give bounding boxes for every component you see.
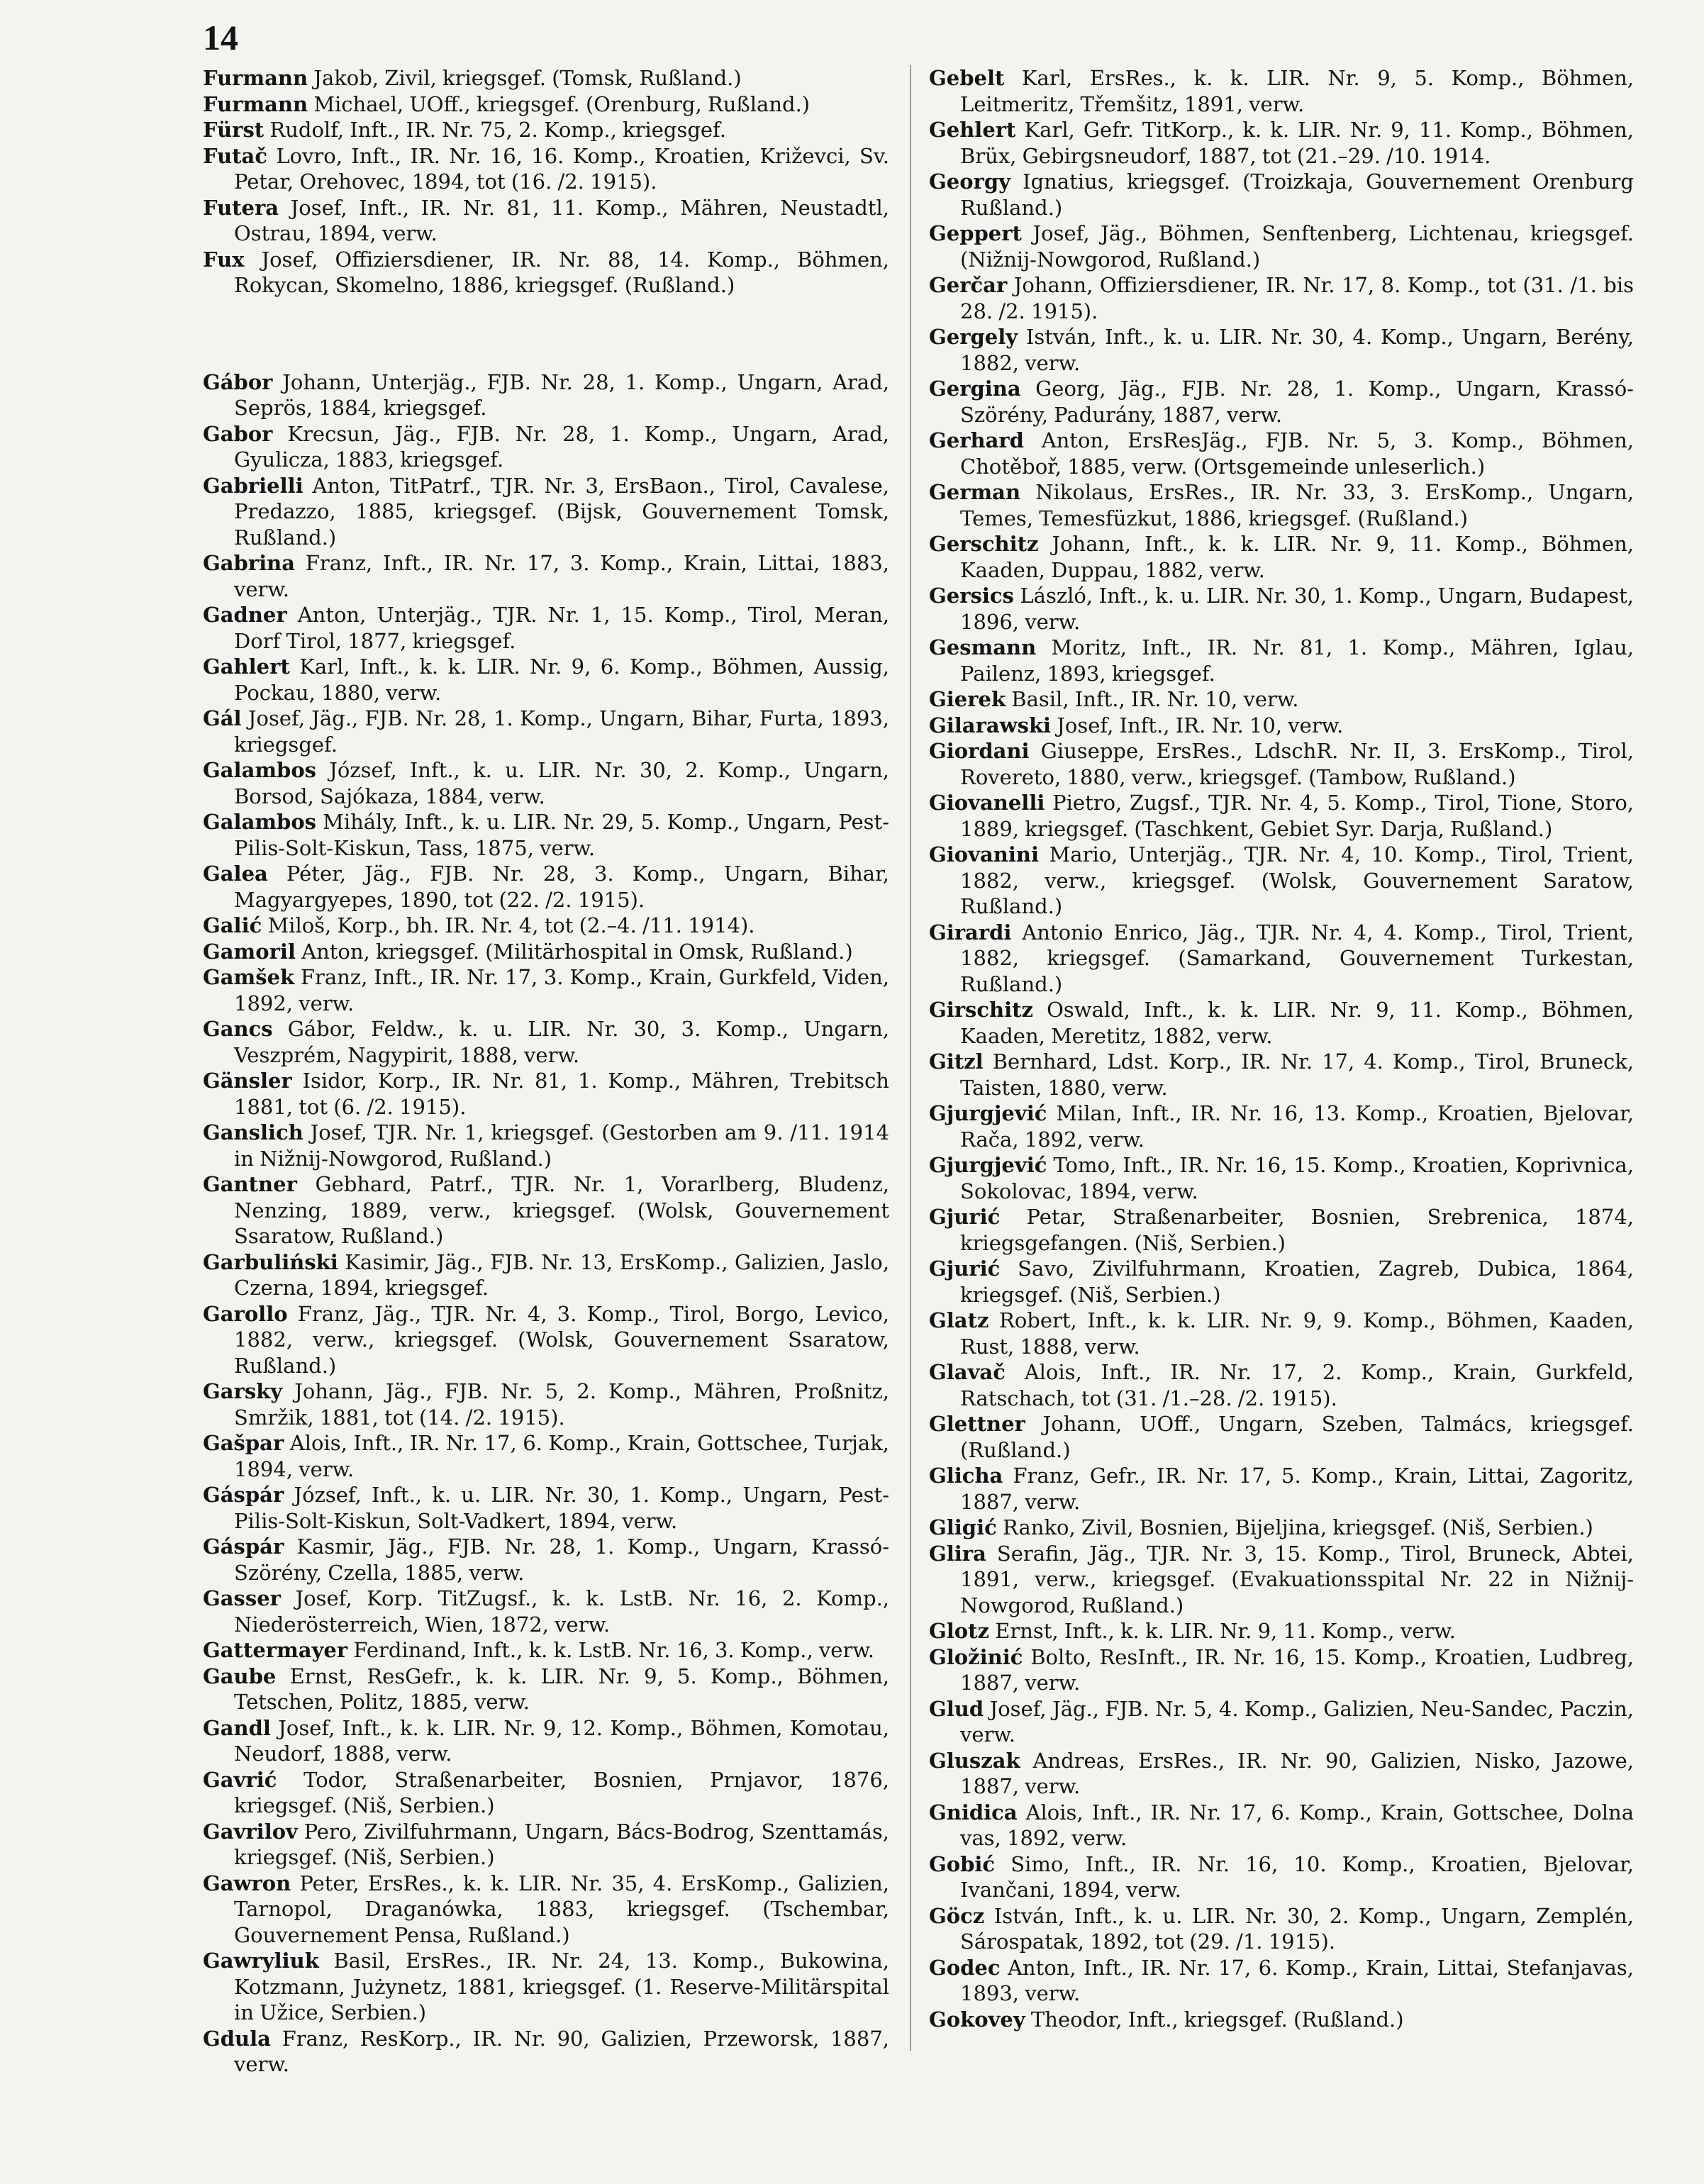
entry-surname: Galambos	[203, 810, 316, 834]
entry-surname: Gabrielli	[203, 473, 304, 498]
register-entry	[929, 1204, 1634, 1256]
register-entry	[929, 1256, 1634, 1308]
entry-details: Alois, Inft., IR. Nr. 17, 6. Komp., Krain, Gottschee, Turjak, 1894, verw.	[234, 1431, 889, 1481]
entry-surname: Galambos	[203, 758, 316, 782]
right-column	[929, 65, 1634, 2032]
entry-surname: Fürst	[203, 118, 264, 142]
entry-surname: Fux	[203, 247, 245, 272]
entry-surname: Gerschitz	[929, 532, 1039, 556]
register-entry	[203, 1534, 889, 1586]
entry-details: Isidor, Korp., IR. Nr. 81, 1. Komp., Mähren, Trebitsch 1881, tot (6. /2. 1915).	[234, 1069, 889, 1119]
entry-details: Kasimir, Jäg., FJB. Nr. 13, ErsKomp., Galizien, Jaslo, Czerna, 1894, kriegsgef.	[234, 1249, 889, 1300]
entry-details: László, Inft., k. u. LIR. Nr. 30, 1. Komp., Ungarn, Budapest, 1896, verw.	[960, 584, 1634, 634]
entry-details: Pero, Zivilfuhrmann, Ungarn, Bács-Bodrog, Szenttamás, kriegsgef. (Niš, Serbien.)	[234, 1819, 889, 1869]
register-entry	[929, 583, 1634, 635]
entry-surname: Gitzl	[929, 1049, 984, 1074]
entry-surname: Gnidica	[929, 1800, 1018, 1824]
register-entry	[929, 65, 1634, 117]
entry-surname: Gligić	[929, 1515, 997, 1539]
register-entry	[929, 686, 1634, 713]
entry-details: Johann, Inft., k. k. LIR. Nr. 9, 11. Komp., Böhmen, Kaaden, Duppau, 1882, verw.	[960, 532, 1635, 582]
entry-details: Josef, Inft., k. k. LIR. Nr. 9, 12. Komp., Böhmen, Komotau, Neudorf, 1888, verw.	[234, 1715, 890, 1766]
entry-details: István, Inft., k. u. LIR. Nr. 30, 4. Komp., Ungarn, Berény, 1882, verw.	[960, 325, 1634, 375]
entry-surname: Gjurgjević	[929, 1153, 1047, 1177]
register-entry	[203, 913, 889, 939]
entry-surname: Giordani	[929, 739, 1030, 763]
entry-surname: Glavač	[929, 1360, 1006, 1384]
register-entry	[929, 790, 1634, 842]
entry-surname: Gjurić	[929, 1205, 1001, 1229]
entry-surname: Gál	[203, 706, 242, 730]
register-entry	[203, 1430, 889, 1482]
entry-surname: Gänsler	[203, 1069, 292, 1093]
entry-details: Ignatius, kriegsgef. (Troizkaja, Gouvernement Orenburg Rußland.)	[960, 169, 1634, 220]
entry-surname: Gdula	[203, 2026, 271, 2051]
entry-surname: Glettner	[929, 1412, 1025, 1436]
entry-surname: Gamšek	[203, 965, 295, 989]
entry-surname: Gawron	[203, 1871, 291, 1895]
register-entry	[929, 1748, 1634, 1800]
entry-surname: Furmann	[203, 91, 308, 116]
register-entry	[203, 654, 889, 706]
entry-details: Petar, Straßenarbeiter, Bosnien, Srebrenica, 1874, kriegsgefangen. (Niš, Serbien.)	[960, 1205, 1635, 1255]
register-entry	[929, 1308, 1634, 1359]
entry-details: Ferdinand, Inft., k. k. LstB. Nr. 16, 3. Komp., verw.	[353, 1638, 874, 1662]
entry-surname: Gerčar	[929, 273, 1008, 297]
register-entry	[203, 1819, 889, 1871]
register-entry	[203, 1767, 889, 1819]
entry-surname: Gaube	[203, 1664, 277, 1688]
entry-surname: Gjurgjević	[929, 1101, 1047, 1125]
register-entry	[929, 713, 1634, 739]
entry-details: József, Inft., k. u. LIR. Nr. 30, 2. Komp., Ungarn, Borsod, Sajókaza, 1884, verw.	[234, 758, 889, 808]
register-entry	[203, 1249, 889, 1301]
entry-details: Johann, Unterjäg., FJB. Nr. 28, 1. Komp., Ungarn, Arad, Seprös, 1884, kriegsgef.	[234, 369, 889, 420]
entry-surname: Gesmann	[929, 635, 1037, 659]
entry-details: Gebhard, Patrf., TJR. Nr. 1, Vorarlberg, Bludenz, Nenzing, 1889, verw., kriegsgef. (Wolsk, Gouvernement Ssaratow, Rußland.)	[234, 1172, 890, 1248]
register-entry	[929, 1851, 1634, 1903]
register-entry	[203, 964, 889, 1016]
register-entry	[929, 1800, 1634, 1851]
entry-details: Lovro, Inft., IR. Nr. 16, 16. Komp., Kroatien, Križevci, Sv. Petar, Orehovec, 1894, tot (16. /2. 1915).	[234, 143, 890, 194]
entry-details: Alois, Inft., IR. Nr. 17, 6. Komp., Krain, Gottschee, Dolna vas, 1892, verw.	[960, 1800, 1635, 1850]
entry-details: Antonio Enrico, Jäg., TJR. Nr. 4, 4. Komp., Tirol, Trient, 1882, kriegsgef. (Samarkand, Gouvernement Turkestan, Rußland.)	[960, 920, 1635, 996]
entry-details: Josef, Offiziersdiener, IR. Nr. 88, 14. Komp., Böhmen, Rokycan, Skomelno, 1886, kriegsgef. (Rußland.)	[234, 247, 890, 297]
register-entry	[203, 2026, 889, 2078]
entry-surname: Ganslich	[203, 1120, 304, 1144]
entry-surname: Galić	[203, 913, 262, 937]
register-entry	[203, 1120, 889, 1171]
entry-details: Savo, Zivilfuhrmann, Kroatien, Zagreb, Dubica, 1864, kriegsgef. (Niš, Serbien.)	[960, 1257, 1635, 1307]
entry-details: Alois, Inft., IR. Nr. 17, 2. Komp., Krain, Gurkfeld, Ratschach, tot (31. /1.–28. /2. 1915).	[960, 1360, 1635, 1410]
entry-details: Josef, Jäg., Böhmen, Senftenberg, Lichtenau, kriegsgef. (Nižnij-Nowgorod, Rußland.)	[960, 221, 1634, 272]
entry-details: Anton, Inft., IR. Nr. 17, 6. Komp., Krain, Littai, Stefanjavas, 1893, verw.	[960, 1955, 1635, 2005]
entry-details: Ranko, Zivil, Bosnien, Bijeljina, kriegsgef. (Niš, Serbien.)	[1002, 1515, 1593, 1539]
entry-surname: Gilarawski	[929, 713, 1052, 737]
register-entry	[203, 1948, 889, 2026]
entry-surname: Galea	[203, 862, 268, 886]
entry-details: Georg, Jäg., FJB. Nr. 28, 1. Komp., Ungarn, Krassó-Szörény, Padurány, 1887, verw.	[960, 377, 1634, 427]
entry-surname: Glatz	[929, 1308, 989, 1332]
entry-details: Bolto, ResInft., IR. Nr. 16, 15. Komp., Kroatien, Ludbreg, 1887, verw.	[960, 1644, 1634, 1695]
entry-surname: Gáspár	[203, 1534, 284, 1559]
entry-details: Michael, UOff., kriegsgef. (Orenburg, Rußland.)	[313, 91, 811, 116]
entry-details: Moritz, Inft., IR. Nr. 81, 1. Komp., Mähren, Iglau, Pailenz, 1893, kriegsgef.	[960, 635, 1634, 686]
register-entry	[929, 1541, 1634, 1619]
entry-details: Anton, kriegsgef. (Militärhospital in Omsk, Rußland.)	[301, 939, 853, 964]
entry-surname: Geppert	[929, 221, 1022, 245]
entry-details: Basil, Inft., IR. Nr. 10, verw.	[1011, 687, 1299, 711]
entry-details: Serafin, Jäg., TJR. Nr. 3, 15. Komp., Tirol, Bruneck, Abtei, 1891, verw., kriegsgef. (Evakuationsspital Nr. 22 in Nižnij-Nowgorod, Rußland.)	[960, 1541, 1635, 1617]
register-entry	[929, 169, 1634, 221]
register-entry	[203, 143, 889, 195]
register-entry	[203, 1664, 889, 1715]
register-entry	[203, 1378, 889, 1430]
register-entry	[929, 272, 1634, 324]
entry-surname: Gábor	[203, 369, 273, 394]
entry-surname: Gergely	[929, 325, 1018, 349]
register-entry	[929, 428, 1634, 479]
register-entry	[929, 376, 1634, 428]
entry-details: Josef, TJR. Nr. 1, kriegsgef. (Gestorben am 9. /11. 1914 in Nižnij-Nowgorod, Rußland.)	[234, 1120, 889, 1171]
entry-surname: Gáspár	[203, 1483, 284, 1507]
entry-details: Péter, Jäg., FJB. Nr. 28, 3. Komp., Ungarn, Bihar, Magyargyepes, 1890, tot (22. /2. 1915).	[234, 862, 889, 912]
entry-details: Ernst, ResGefr., k. k. LIR. Nr. 9, 5. Komp., Böhmen, Tetschen, Politz, 1885, verw.	[234, 1664, 889, 1714]
register-entry	[203, 1637, 889, 1664]
register-entry	[929, 1359, 1634, 1411]
register-entry	[929, 635, 1634, 686]
entry-details: Theodor, Inft., kriegsgef. (Rußland.)	[1030, 2007, 1404, 2032]
entry-details: Rudolf, Inft., IR. Nr. 75, 2. Komp., kriegsgef.	[269, 118, 726, 142]
entry-details: Peter, ErsRes., k. k. LIR. Nr. 35, 4. ErsKomp., Galizien, Tarnopol, Draganówka, 1883, kriegsgef. (Tschembar, Gouvernement Pensa, Rußland.)	[234, 1871, 890, 1947]
register-entry	[203, 91, 889, 118]
entry-details: Franz, Inft., IR. Nr. 17, 3. Komp., Krain, Gurkfeld, Viden, 1892, verw.	[234, 965, 889, 1015]
register-entry	[203, 369, 889, 421]
entry-details: Johann, UOff., Ungarn, Szeben, Talmács, kriegsgef. (Rußland.)	[960, 1412, 1634, 1462]
entry-surname: Garbuliński	[203, 1249, 338, 1274]
entry-details: Karl, Gefr. TitKorp., k. k. LIR. Nr. 9, 11. Komp., Böhmen, Brüx, Gebirgsneudorf, 1887, tot (21.–29. /10. 1914.	[960, 118, 1635, 168]
entry-surname: Glud	[929, 1696, 984, 1721]
entry-surname: Gandl	[203, 1715, 271, 1740]
register-entry	[203, 1068, 889, 1120]
entry-surname: Garsky	[203, 1379, 283, 1403]
register-entry	[929, 2007, 1634, 2033]
entry-details: Robert, Inft., k. k. LIR. Nr. 9, 9. Komp., Böhmen, Kaaden, Rust, 1888, verw.	[960, 1308, 1634, 1359]
register-entry	[203, 1301, 889, 1379]
entry-surname: Gadner	[203, 603, 287, 627]
entry-surname: Gehlert	[929, 118, 1016, 142]
register-entry	[203, 117, 889, 143]
entry-details: Franz, ResKorp., IR. Nr. 90, Galizien, Przeworsk, 1887, verw.	[234, 2026, 889, 2076]
entry-details: István, Inft., k. u. LIR. Nr. 30, 2. Komp., Ungarn, Zemplén, Sárospatak, 1892, tot (29. /1. 1915).	[960, 1903, 1634, 1954]
entry-surname: Garollo	[203, 1301, 288, 1326]
entry-surname: Gokovey	[929, 2007, 1025, 2032]
register-entry	[929, 1618, 1634, 1644]
entry-surname: Gluszak	[929, 1748, 1020, 1773]
entry-details: Franz, Inft., IR. Nr. 17, 3. Komp., Krain, Littai, 1883, verw.	[234, 551, 890, 601]
entry-surname: Gasser	[203, 1586, 281, 1610]
register-entry	[929, 324, 1634, 376]
entry-details: Oswald, Inft., k. k. LIR. Nr. 9, 11. Komp., Böhmen, Kaaden, Meretitz, 1882, verw.	[960, 998, 1634, 1048]
register-entry	[203, 195, 889, 247]
entry-surname: Gattermayer	[203, 1638, 348, 1662]
entry-surname: Glira	[929, 1541, 986, 1566]
entry-details: József, Inft., k. u. LIR. Nr. 30, 1. Komp., Ungarn, Pest-Pilis-Solt-Kiskun, Solt-Vadkert, 1894, verw.	[234, 1483, 889, 1533]
entry-surname: Gavrić	[203, 1767, 277, 1792]
entry-details: Todor, Straßenarbeiter, Bosnien, Prnjavor, 1876, kriegsgef. (Niš, Serbien.)	[234, 1767, 889, 1817]
register-entry	[929, 1463, 1634, 1515]
entry-details: Josef, Jäg., FJB. Nr. 5, 4. Komp., Galizien, Neu-Sandec, Paczin, verw.	[960, 1696, 1635, 1746]
entry-surname: Gierek	[929, 687, 1006, 711]
register-entry	[929, 531, 1634, 583]
entry-details: Franz, Gefr., IR. Nr. 17, 5. Komp., Krain, Littai, Zagoritz, 1887, verw.	[960, 1464, 1634, 1514]
entry-details: Krecsun, Jäg., FJB. Nr. 28, 1. Komp., Ungarn, Arad, Gyulicza, 1883, kriegsgef.	[234, 421, 889, 472]
entry-details: Josef, Inft., IR. Nr. 10, verw.	[1057, 713, 1344, 737]
entry-details: Jakob, Zivil, kriegsgef. (Tomsk, Rußland.)	[313, 66, 742, 90]
entry-details: Bernhard, Ldst. Korp., IR. Nr. 17, 4. Komp., Tirol, Bruneck, Taisten, 1880, verw.	[960, 1049, 1635, 1100]
register-entry	[203, 1871, 889, 1949]
register-entry	[929, 1049, 1634, 1101]
register-entry	[203, 939, 889, 965]
entry-surname: Gahlert	[203, 654, 290, 679]
register-entry	[929, 920, 1634, 998]
register-entry	[203, 706, 889, 757]
entry-surname: Futač	[203, 143, 268, 168]
entry-surname: Gantner	[203, 1172, 297, 1196]
register-entry	[203, 473, 889, 551]
register-entry	[203, 1586, 889, 1637]
register-entry	[929, 1411, 1634, 1463]
entry-surname: Georgy	[929, 169, 1010, 194]
entry-details: Tomo, Inft., IR. Nr. 16, 15. Komp., Kroatien, Koprivnica, Sokolovac, 1894, verw.	[960, 1153, 1634, 1203]
entry-surname: Gawryliuk	[203, 1949, 319, 1973]
entry-surname: Girschitz	[929, 998, 1034, 1022]
entry-details: Milan, Inft., IR. Nr. 16, 13. Komp., Kroatien, Bjelovar, Rača, 1892, verw.	[960, 1101, 1635, 1152]
register-entry	[203, 65, 889, 91]
register-entry	[929, 1152, 1634, 1204]
register-entry	[203, 1016, 889, 1068]
entry-details: Giuseppe, ErsRes., LdschR. Nr. II, 3. ErsKomp., Tirol, Rovereto, 1880, verw., kriegsgef. (Tambow, Rußland.)	[960, 739, 1634, 789]
entry-surname: Giovanelli	[929, 791, 1045, 815]
entry-surname: German	[929, 480, 1021, 504]
register-entry	[929, 1101, 1634, 1152]
register-entry	[203, 1482, 889, 1534]
entry-surname: Gjurić	[929, 1257, 1001, 1281]
entry-surname: Girardi	[929, 920, 1012, 945]
register-entry	[929, 1903, 1634, 1955]
register-entry	[929, 842, 1634, 920]
register-entry	[203, 247, 889, 299]
entry-surname: Gersics	[929, 584, 1014, 608]
register-entry	[203, 1171, 889, 1249]
register-entry	[203, 421, 889, 473]
entry-details: Anton, TitPatrf., TJR. Nr. 3, ErsBaon., Tirol, Cavalese, Predazzo, 1885, kriegsgef. (Bijsk, Gouvernement Tomsk, Rußland.)	[234, 473, 889, 550]
register-entry	[203, 757, 889, 809]
entry-details: Ernst, Inft., k. k. LIR. Nr. 9, 11. Komp., verw.	[995, 1619, 1456, 1643]
entry-surname: Furmann	[203, 66, 308, 90]
entry-surname: Gašpar	[203, 1431, 284, 1455]
entry-surname: Giovanini	[929, 842, 1039, 867]
entry-details: Johann, Jäg., FJB. Nr. 5, 2. Komp., Mähren, Proßnitz, Smržik, 1881, tot (14. /2. 1915).	[234, 1379, 890, 1430]
entry-details: Mihály, Inft., k. u. LIR. Nr. 29, 5. Komp., Ungarn, Pest-Pilis-Solt-Kiskun, Tass, 1875, verw.	[234, 810, 889, 860]
entry-surname: Gobić	[929, 1851, 996, 1876]
entry-details: Josef, Korp. TitZugsf., k. k. LstB. Nr. 16, 2. Komp., Niederösterreich, Wien, 1872, verw.	[234, 1586, 890, 1637]
entry-details: Andreas, ErsRes., IR. Nr. 90, Galizien, Nisko, Jazowe, 1887, verw.	[960, 1748, 1634, 1798]
entry-details: Karl, Inft., k. k. LIR. Nr. 9, 6. Komp., Böhmen, Aussig, Pockau, 1880, verw.	[234, 654, 890, 705]
page-number: 14	[203, 18, 238, 57]
entry-details: Anton, ErsResJäg., FJB. Nr. 5, 3. Komp., Böhmen, Chotěboř, 1885, verw. (Ortsgemeinde unleserlich.)	[960, 428, 1634, 479]
entry-surname: Godec	[929, 1955, 1001, 1980]
register-entry	[929, 221, 1634, 272]
register-entry	[203, 861, 889, 913]
entry-details: Anton, Unterjäg., TJR. Nr. 1, 15. Komp., Tirol, Meran, Dorf Tirol, 1877, kriegsgef.	[234, 603, 890, 653]
entry-details: Basil, ErsRes., IR. Nr. 24, 13. Komp., Bukowina, Kotzmann, Jużynetz, 1881, kriegsgef. (1. Reserve-Militärspital in Užice, Serbien.)	[234, 1949, 889, 2024]
register-entry	[203, 602, 889, 654]
register-entry	[929, 1644, 1634, 1696]
entry-surname: Gamoril	[203, 939, 296, 964]
entry-details: Pietro, Zugsf., TJR. Nr. 4, 5. Komp., Tirol, Tione, Storo, 1889, kriegsgef. (Taschkent, Gebiet Syr. Darja, Rußland.)	[960, 791, 1635, 841]
register-entry	[203, 809, 889, 861]
entry-details: Kasmir, Jäg., FJB. Nr. 28, 1. Komp., Ungarn, Krassó-Szörény, Czella, 1885, verw.	[234, 1534, 890, 1585]
register-entry	[929, 1696, 1634, 1748]
entry-details: Josef, Jäg., FJB. Nr. 28, 1. Komp., Ungarn, Bihar, Furta, 1893, kriegsgef.	[234, 706, 889, 757]
entry-surname: Gložinić	[929, 1644, 1023, 1669]
entry-details: Simo, Inft., IR. Nr. 16, 10. Komp., Kroatien, Bjelovar, Ivančani, 1894, verw.	[960, 1851, 1634, 1902]
entry-details: Nikolaus, ErsRes., IR. Nr. 33, 3. ErsKomp., Ungarn, Temes, Temesfüzkut, 1886, kriegsgef. (Rußland.)	[960, 480, 1634, 530]
entry-surname: Gancs	[203, 1017, 273, 1041]
register-entry	[203, 1715, 889, 1767]
register-entry	[929, 479, 1634, 531]
register-entry	[203, 550, 889, 602]
entry-surname: Gabrina	[203, 551, 296, 575]
register-entry	[929, 117, 1634, 169]
entry-details: Franz, Jäg., TJR. Nr. 4, 3. Komp., Tirol, Borgo, Levico, 1882, verw., kriegsgef. (Wolsk, Gouvernement Ssaratow, Rußland.)	[234, 1301, 890, 1378]
entry-surname: Gebelt	[929, 66, 1005, 90]
register-entry	[929, 1955, 1634, 2007]
entry-details: Johann, Offiziersdiener, IR. Nr. 17, 8. Komp., tot (31. /1. bis 28. /2. 1915).	[960, 273, 1635, 323]
entry-details: Gábor, Feldw., k. u. LIR. Nr. 30, 3. Komp., Ungarn, Veszprém, Nagypirit, 1888, verw.	[234, 1017, 890, 1067]
entry-surname: Glotz	[929, 1619, 989, 1643]
entry-surname: Gabor	[203, 421, 273, 446]
entry-details: Josef, Inft., IR. Nr. 81, 11. Komp., Mähren, Neustadtl, Ostrau, 1894, verw.	[234, 195, 890, 245]
register-entry	[929, 1515, 1634, 1541]
entry-surname: Futera	[203, 195, 279, 220]
left-column	[203, 65, 889, 2078]
register-entry	[929, 738, 1634, 790]
entry-surname: Göcz	[929, 1903, 985, 1928]
entry-details: Mario, Unterjäg., TJR. Nr. 4, 10. Komp., Tirol, Trient, 1882, verw., kriegsgef. (Wolsk, Gouvernement Saratow, Rußland.)	[960, 842, 1634, 918]
entry-surname: Gavrilov	[203, 1819, 298, 1844]
register-entry	[929, 997, 1634, 1049]
entry-surname: Gerhard	[929, 428, 1024, 452]
entry-surname: Gergina	[929, 377, 1021, 401]
entry-details: Karl, ErsRes., k. k. LIR. Nr. 9, 5. Komp., Böhmen, Leitmeritz, Třemšitz, 1891, verw.	[960, 66, 1635, 116]
entry-surname: Glicha	[929, 1464, 1003, 1488]
entry-details: Miloš, Korp., bh. IR. Nr. 4, tot (2.–4. /11. 1914).	[267, 913, 755, 937]
column-divider	[910, 65, 911, 2051]
